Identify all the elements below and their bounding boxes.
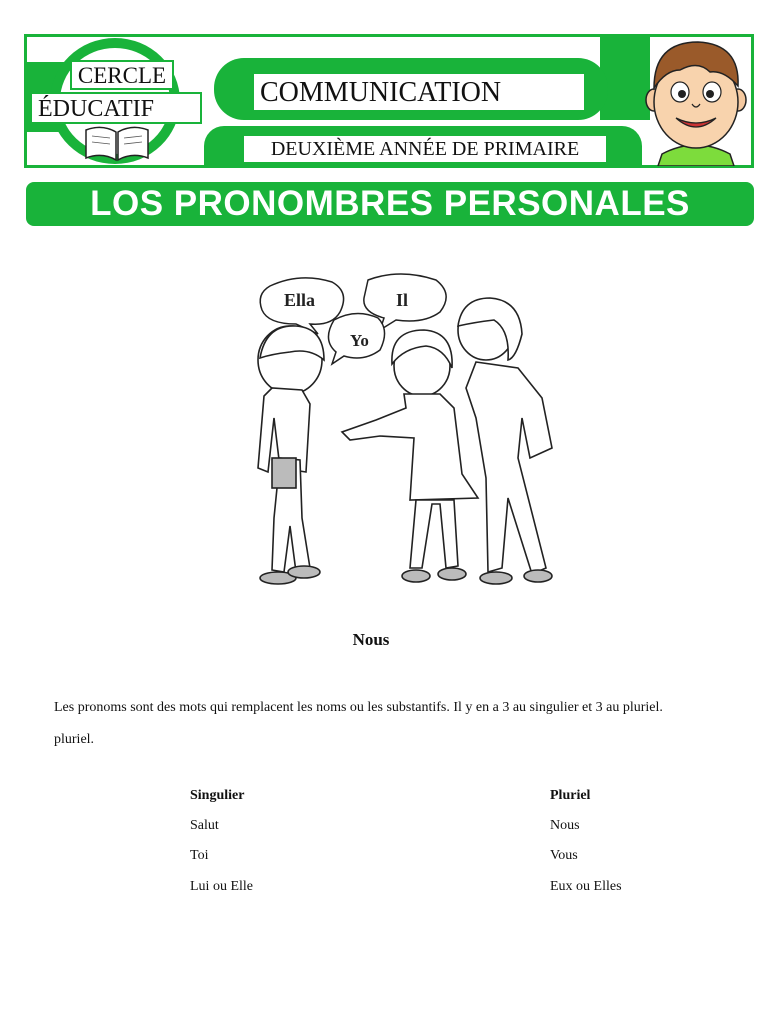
bubble-ella: Ella — [284, 290, 316, 310]
column-header-singular: Singulier — [190, 788, 245, 803]
logo-text-cercle: CERCLE — [70, 60, 174, 90]
table-cell-singular: Toi — [190, 848, 209, 863]
children-talking-illustration — [240, 268, 570, 608]
table-cell-plural: Eux ou Elles — [550, 879, 622, 894]
table-cell-singular: Lui ou Elle — [190, 879, 253, 894]
table-cell-plural: Nous — [550, 818, 580, 833]
column-header-plural: Pluriel — [550, 788, 591, 803]
boy-mascot-icon — [640, 36, 752, 166]
bubble-il: Il — [396, 290, 409, 310]
page-title: LOS PRONOMBRES PERSONALES — [90, 184, 690, 223]
table-cell-singular: Salut — [190, 818, 219, 833]
bubble-yo: Yo — [350, 331, 369, 350]
logo-text-educatif: ÉDUCATIF — [30, 92, 202, 124]
explanation-paragraph — [54, 692, 734, 756]
header-subtitle: DEUXIÈME ANNÉE DE PRIMAIRE — [244, 136, 606, 162]
book-icon — [82, 124, 152, 164]
table-cell-plural: Vous — [550, 848, 578, 863]
illustration-caption: Nous — [352, 630, 390, 649]
header-title: COMMUNICATION — [254, 74, 584, 110]
paragraph-line-2: pluriel. — [54, 732, 95, 747]
paragraph-line-1: Les pronoms sont des mots qui remplacent les noms ou les substantifs. Il y en a 3 au singulier et 3 au pluriel. — [54, 700, 663, 715]
